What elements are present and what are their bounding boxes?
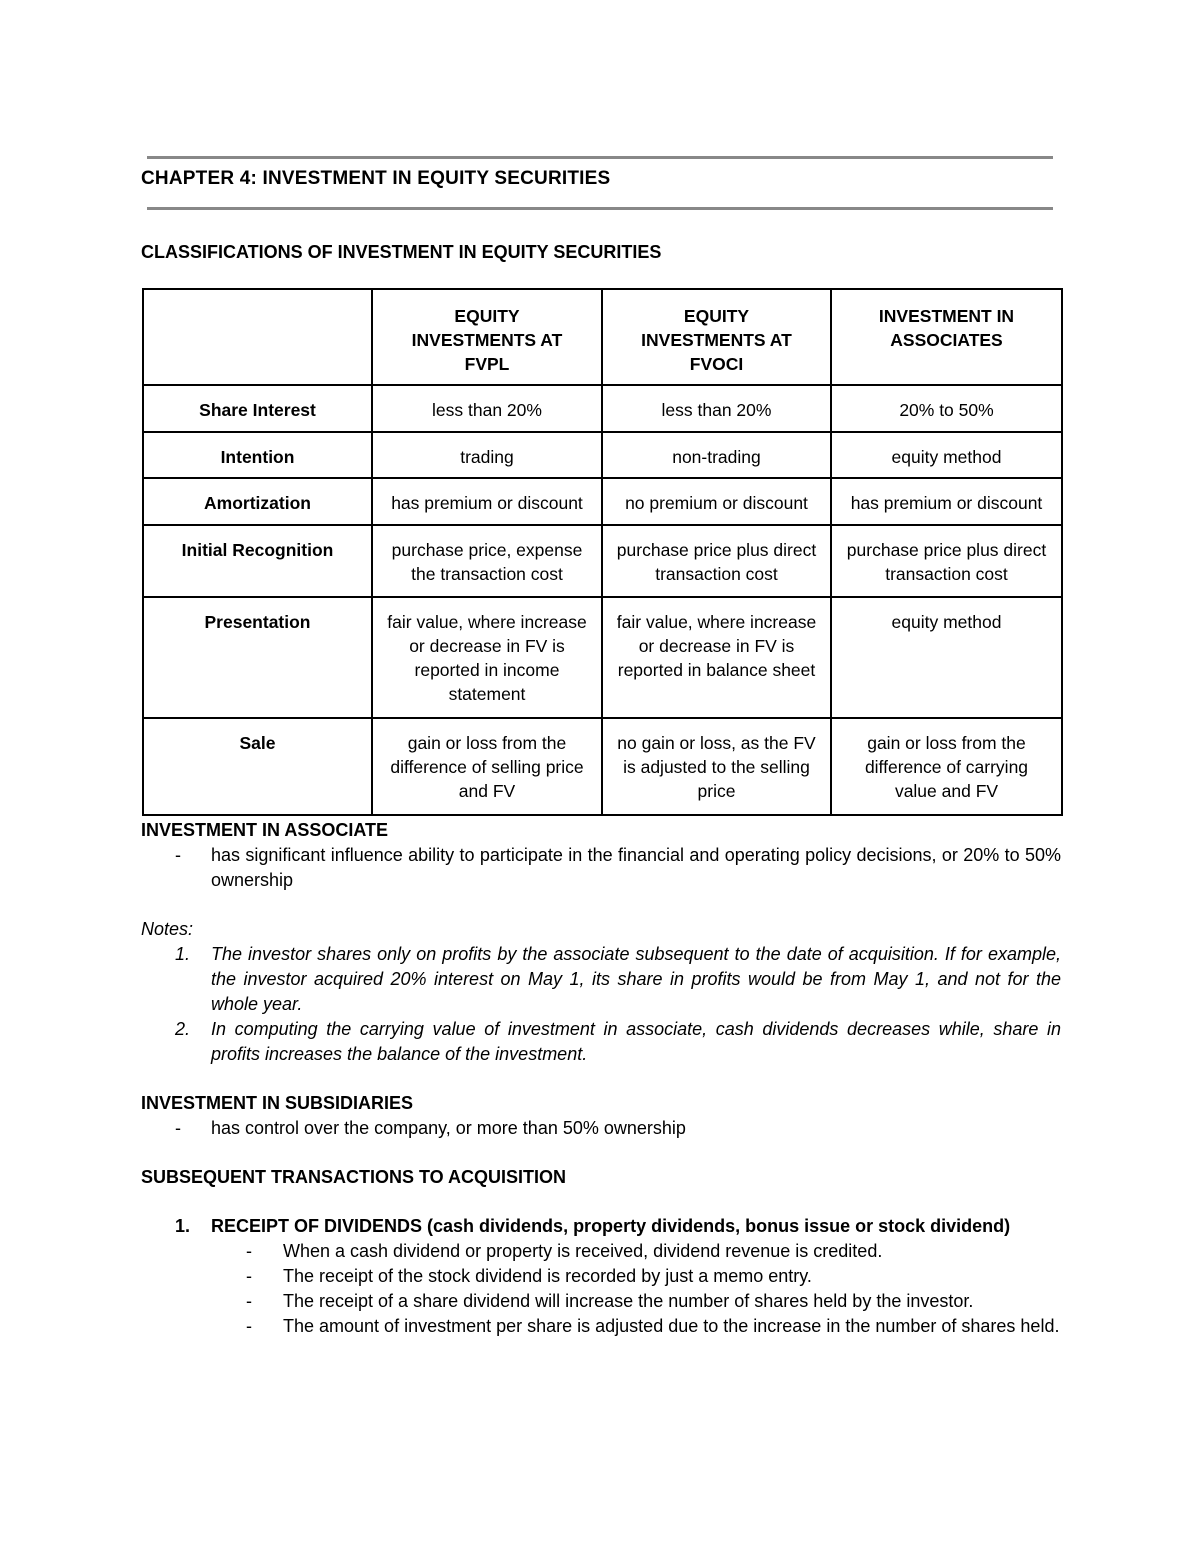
bullet-marker: - bbox=[175, 845, 181, 865]
table-row bbox=[143, 478, 1062, 525]
bottom-rule bbox=[147, 207, 1053, 210]
associate-bullet: has significant influence ability to participate in the financial and operating policy decisions, or 20% to 50% ownership bbox=[211, 845, 1061, 890]
table-row bbox=[143, 432, 1062, 478]
dividend-bullet: When a cash dividend or property is received, dividend revenue is credited. bbox=[283, 1241, 883, 1261]
associate-heading: INVESTMENT IN ASSOCIATE bbox=[141, 820, 389, 840]
dividend-bullet: The receipt of a share dividend will increase the number of shares held by the investor. bbox=[283, 1291, 974, 1311]
note-text: The investor shares only on profits by the associate subsequent to the date of acquisition. If for example, the investor acquired 20% interest on May 1, its share in profits would be from May 1, and not for the whole year. bbox=[211, 944, 1061, 1014]
table-header-cell: EQUITY INVESTMENTS AT FVOCI bbox=[602, 289, 831, 385]
list-item bbox=[141, 1264, 1061, 1289]
table-cell: has premium or discount bbox=[372, 478, 602, 525]
chapter-title: CHAPTER 4: INVESTMENT IN EQUITY SECURITIES bbox=[141, 168, 611, 189]
table-header-cell: EQUITY INVESTMENTS AT FVPL bbox=[372, 289, 602, 385]
table-row bbox=[143, 385, 1062, 432]
list-item bbox=[141, 1116, 1061, 1141]
table-header-row bbox=[143, 289, 1062, 385]
row-label: Initial Recognition bbox=[143, 525, 372, 597]
notes-section bbox=[141, 917, 1061, 1067]
subsidiaries-heading: INVESTMENT IN SUBSIDIARIES bbox=[141, 1093, 414, 1113]
table-cell: gain or loss from the difference of carrying value and FV bbox=[831, 718, 1062, 815]
table-cell: purchase price plus direct transaction cost bbox=[831, 525, 1062, 597]
bullet-marker: - bbox=[246, 1316, 252, 1336]
list-item bbox=[141, 1314, 1061, 1339]
row-label: Presentation bbox=[143, 597, 372, 718]
subsequent-section bbox=[141, 1165, 1061, 1339]
bullet-marker: - bbox=[246, 1266, 252, 1286]
row-label: Amortization bbox=[143, 478, 372, 525]
table-cell: purchase price plus direct transaction cost bbox=[602, 525, 831, 597]
table-row bbox=[143, 597, 1062, 718]
note-text: In computing the carrying value of investment in associate, cash dividends decreases while, share in profits increases the balance of the investment. bbox=[211, 1019, 1061, 1064]
bullet-marker: - bbox=[246, 1291, 252, 1311]
dividend-bullet: The receipt of the stock dividend is recorded by just a memo entry. bbox=[283, 1266, 812, 1286]
table-cell: equity method bbox=[831, 597, 1062, 718]
row-label: Sale bbox=[143, 718, 372, 815]
list-item bbox=[141, 1017, 1061, 1067]
table-cell: 20% to 50% bbox=[831, 385, 1062, 432]
table-cell: less than 20% bbox=[602, 385, 831, 432]
dividend-bullet: The amount of investment per share is adjusted due to the increase in the number of shares held. bbox=[283, 1316, 1060, 1336]
bullet-marker: - bbox=[175, 1118, 181, 1138]
table-cell: fair value, where increase or decrease in FV is reported in income statement bbox=[372, 597, 602, 718]
associate-section bbox=[141, 818, 1061, 893]
table-cell: less than 20% bbox=[372, 385, 602, 432]
table-header-cell bbox=[143, 289, 372, 385]
subsidiaries-bullet: has control over the company, or more than 50% ownership bbox=[211, 1118, 686, 1138]
table-cell: no gain or loss, as the FV is adjusted to the selling price bbox=[602, 718, 831, 815]
classifications-heading: CLASSIFICATIONS OF INVESTMENT IN EQUITY SECURITIES bbox=[141, 242, 662, 262]
table-cell: equity method bbox=[831, 432, 1062, 478]
table-cell: trading bbox=[372, 432, 602, 478]
subsidiaries-section bbox=[141, 1091, 1061, 1141]
table-cell: no premium or discount bbox=[602, 478, 831, 525]
table-cell: fair value, where increase or decrease in FV is reported in balance sheet bbox=[602, 597, 831, 718]
table-cell: has premium or discount bbox=[831, 478, 1062, 525]
item-title: RECEIPT OF DIVIDENDS (cash dividends, property dividends, bonus issue or stock dividend) bbox=[211, 1216, 1011, 1236]
row-label: Intention bbox=[143, 432, 372, 478]
table-row bbox=[143, 525, 1062, 597]
table-cell: non-trading bbox=[602, 432, 831, 478]
item-number: 1. bbox=[175, 1216, 191, 1236]
notes-label: Notes: bbox=[141, 919, 194, 939]
table-cell: gain or loss from the difference of selling price and FV bbox=[372, 718, 602, 815]
table-cell: purchase price, expense the transaction cost bbox=[372, 525, 602, 597]
list-item bbox=[141, 843, 1061, 893]
bullet-marker: - bbox=[246, 1241, 252, 1261]
top-rule bbox=[147, 156, 1053, 159]
table-header-cell: INVESTMENT IN ASSOCIATES bbox=[831, 289, 1062, 385]
list-item bbox=[141, 1239, 1061, 1264]
note-number: 1. bbox=[175, 944, 191, 964]
row-label: Share Interest bbox=[143, 385, 372, 432]
subsequent-heading: SUBSEQUENT TRANSACTIONS TO ACQUISITION bbox=[141, 1167, 567, 1187]
note-number: 2. bbox=[175, 1019, 191, 1039]
classification-table bbox=[142, 288, 1063, 816]
list-item bbox=[141, 942, 1061, 1017]
list-item bbox=[141, 1214, 1061, 1239]
table-row bbox=[143, 718, 1062, 815]
list-item bbox=[141, 1289, 1061, 1314]
